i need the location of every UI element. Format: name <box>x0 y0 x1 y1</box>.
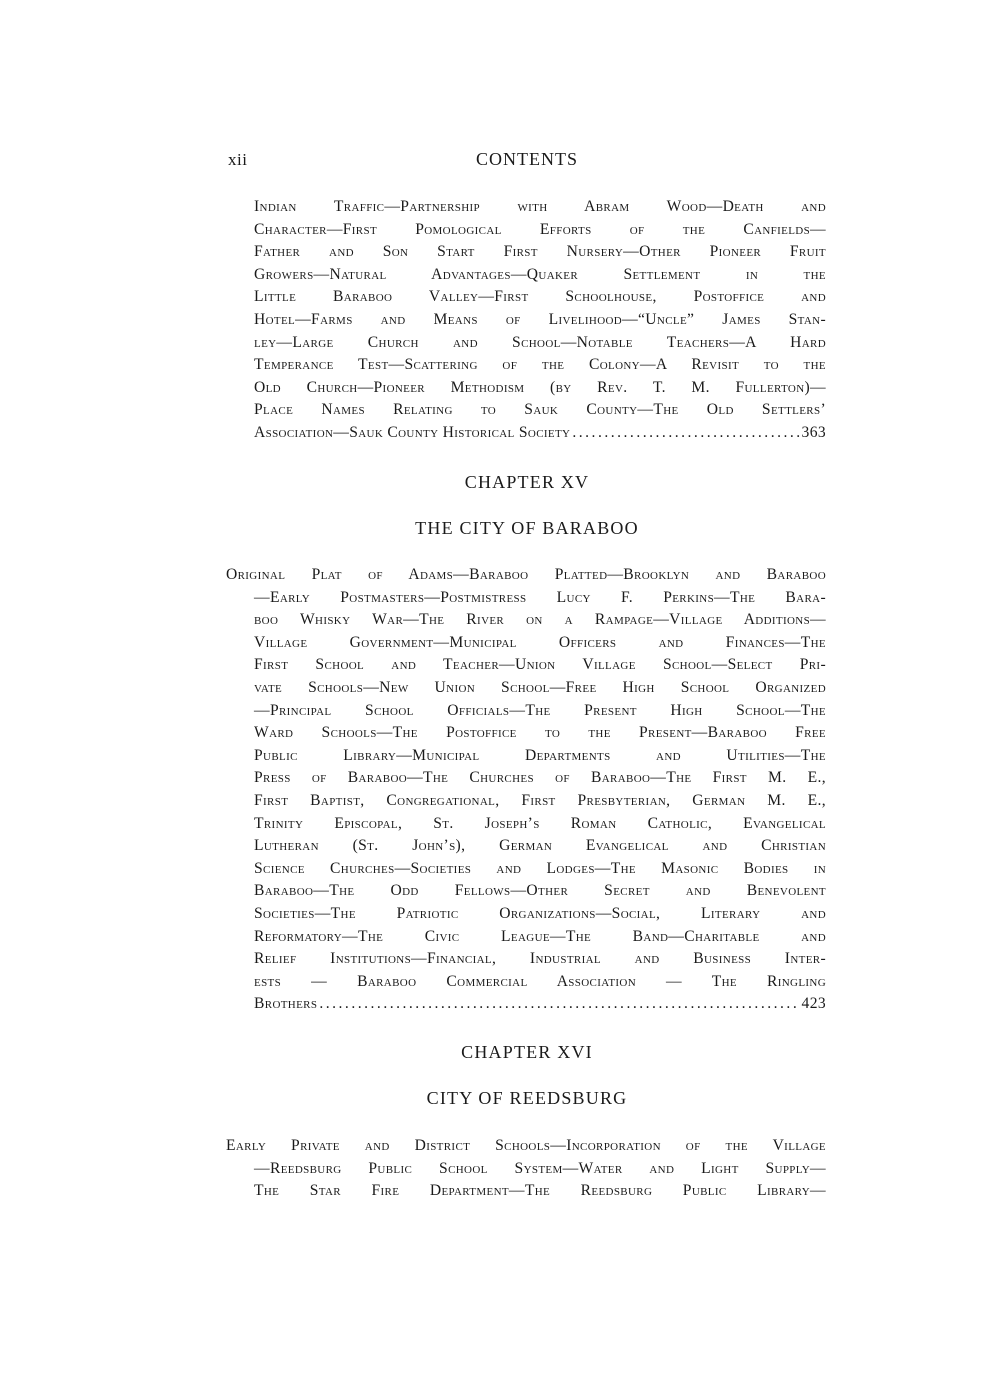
entry-line: First Baptist, Congregational, First Presbyterian, German M. E., <box>254 791 826 809</box>
chapter-xv-title: THE CITY OF BARABOO <box>415 518 639 538</box>
chapter-xiv-contents-entry <box>226 196 826 445</box>
entry-line: Lutheran (St. John’s), German Evangelical and Christian <box>254 837 826 855</box>
entry-line: Growers—Natural Advantages—Quaker Settlement in the <box>254 265 826 283</box>
entry-line: Relief Institutions—Financial, Industrial and Business Inter- <box>254 950 826 968</box>
entry-line: ests — Baraboo Commercial Association — The Ringling <box>254 972 826 990</box>
entry-line: Early Private and District Schools—Incorporation of the Village <box>226 1137 826 1154</box>
chapter-xvi-contents-entry <box>226 1135 826 1203</box>
entry-line: —Reedsburg Public School System—Water and Light Supply— <box>254 1159 826 1177</box>
entry-line: Temperance Test—Scattering of the Colony—A Revisit to the <box>254 356 826 374</box>
chapter-xvi-label: CHAPTER XVI <box>461 1042 593 1062</box>
chapter-xv-contents-entry <box>226 564 826 1016</box>
entry-line: Press of Baraboo—The Churches of Baraboo—The First M. E., <box>254 769 826 787</box>
page-reference: 363 <box>801 423 826 441</box>
entry-line: vate Schools—New Union School—Free High School Organized <box>254 678 826 696</box>
entry-line: Original Plat of Adams—Baraboo Platted—Brooklyn and Baraboo <box>226 566 826 583</box>
entry-line: ley—Large Church and School—Notable Teachers—A Hard <box>254 333 826 351</box>
entry-line: Father and Son Start First Nursery—Other Pioneer Fruit <box>254 243 826 261</box>
entry-line: boo Whisky War—The River on a Rampage—Village Additions— <box>254 611 826 629</box>
entry-last-line <box>226 993 826 1016</box>
entry-line: Little Baraboo Valley—First Schoolhouse, Postoffice and <box>254 288 826 306</box>
page-reference: 423 <box>801 995 826 1013</box>
entry-line: Trinity Episcopal, St. Joseph’s Roman Catholic, Evangelical <box>254 814 826 832</box>
entry-line: The Star Fire Department—The Reedsburg Public Library— <box>254 1182 826 1200</box>
dot-leader <box>319 993 799 1016</box>
chapter-xv-label: CHAPTER XV <box>464 472 590 492</box>
entry-last-line <box>226 422 826 445</box>
entry-line: Reformatory—The Civic League—The Band—Charitable and <box>254 927 826 945</box>
entry-line: Science Churches—Societies and Lodges—The Masonic Bodies in <box>254 859 826 877</box>
entry-last-line-text: Association—Sauk County Historical Society <box>254 423 571 441</box>
entry-line: Societies—The Patriotic Organizations—Social, Literary and <box>254 904 826 922</box>
entry-line: Public Library—Municipal Departments and Utilities—The <box>254 746 826 764</box>
entry-line: Indian Traffic—Partnership with Abram Wood—Death and <box>254 198 826 215</box>
entry-line: Character—First Pomological Efforts of the Canfields— <box>254 220 826 238</box>
entry-line: First School and Teacher—Union Village School—Select Pri- <box>254 656 826 674</box>
entry-line: —Principal School Officials—The Present High School—The <box>254 701 826 719</box>
entry-line: Village Government—Municipal Officers and Finances—The <box>254 633 826 651</box>
entry-line: Old Church—Pioneer Methodism (by Rev. T. M. Fullerton)— <box>254 378 826 396</box>
entry-line: Baraboo—The Odd Fellows—Other Secret and Benevolent <box>254 882 826 900</box>
running-head: CONTENTS <box>476 149 578 169</box>
entry-line: Hotel—Farms and Means of Livelihood—“Uncle” James Stan- <box>254 310 826 328</box>
entry-line: Place Names Relating to Sauk County—The Old Settlers’ <box>254 401 826 419</box>
page-number: xii <box>228 150 248 169</box>
entry-line: —Early Postmasters—Postmistress Lucy F. Perkins—The Bara- <box>254 588 826 606</box>
dot-leader <box>572 422 799 445</box>
entry-line: Ward Schools—The Postoffice to the Present—Baraboo Free <box>254 724 826 742</box>
entry-last-line-text: Brothers <box>254 995 318 1013</box>
chapter-xvi-title: CITY OF REEDSBURG <box>426 1088 628 1108</box>
